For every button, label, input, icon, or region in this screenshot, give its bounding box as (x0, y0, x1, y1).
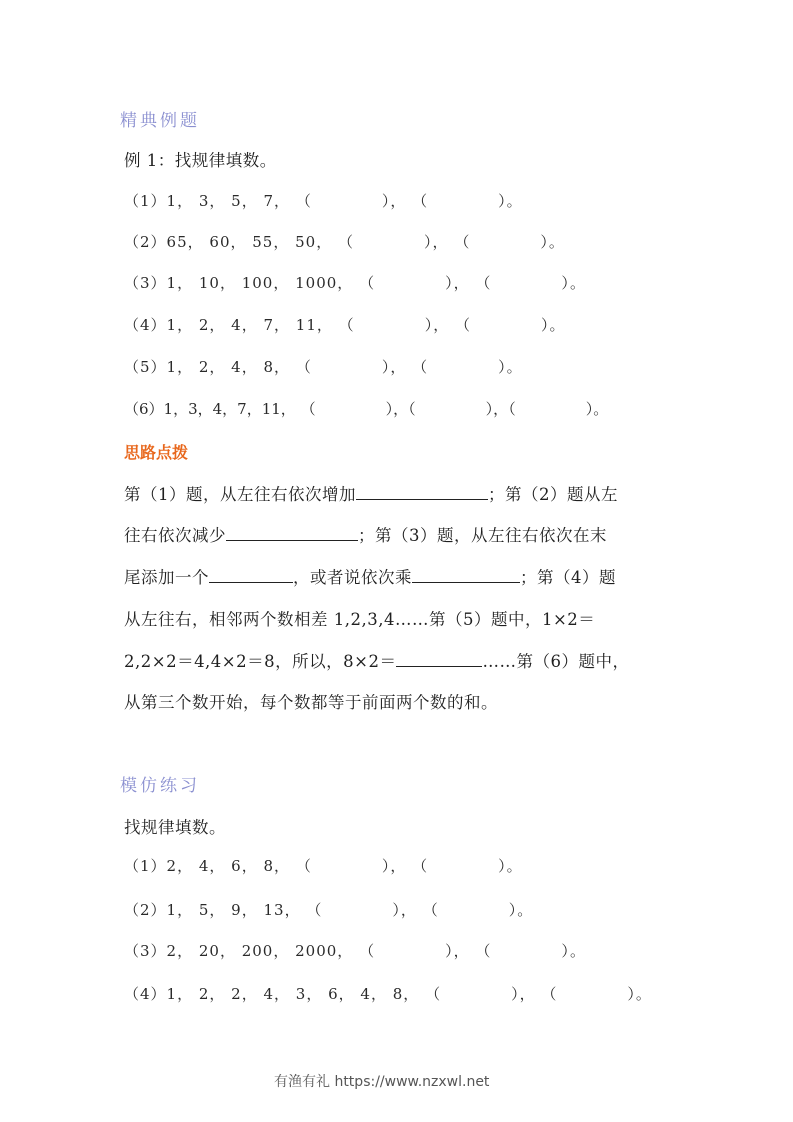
item-tail: 。 (549, 316, 566, 334)
practice-item-4 (124, 983, 652, 1004)
paren-open: （ (306, 901, 323, 919)
hint-line-2 (124, 522, 607, 546)
example-intro: 例 1：找规律填数。 (124, 151, 277, 170)
item-sequence: 1， 2， 4， 8， (166, 358, 291, 376)
paren-close: ） (498, 358, 507, 376)
example-item-3 (124, 272, 586, 293)
paren-close: ） (561, 942, 570, 960)
practice-intro: 找规律填数。 (124, 818, 226, 837)
hint-blank[interactable] (412, 568, 520, 583)
paren-close: ） (381, 358, 391, 376)
paren-close: ） (498, 857, 507, 875)
item-label: （2） (124, 901, 167, 919)
item-tail: 。 (506, 857, 523, 875)
item-label: （6） (124, 400, 164, 418)
paren-close: ） (385, 400, 394, 418)
example-item-6 (124, 398, 608, 419)
item-tail: 。 (548, 233, 565, 251)
paren-close: ） (508, 901, 518, 919)
paren-close: ） (561, 274, 570, 292)
section-title-practice: 模仿练习 (120, 776, 200, 796)
paren-open: （ (408, 400, 416, 418)
separator: ， (432, 233, 449, 251)
item-label: （3） (124, 274, 167, 292)
example-item-5 (124, 356, 523, 377)
hint-text: 第（1）题，从左往右依次增加 (124, 485, 356, 504)
paren-open: （ (295, 192, 312, 210)
separator: ， (493, 400, 509, 418)
paren-open: （ (412, 358, 429, 376)
paren-open: （ (359, 942, 376, 960)
paren-open: （ (475, 274, 492, 292)
hint-blank[interactable] (209, 568, 293, 583)
paren-close: ） (485, 400, 494, 418)
paren-open: （ (412, 857, 429, 875)
paren-close: ） (585, 400, 594, 418)
paren-close: ） (392, 901, 401, 919)
item-tail: 。 (635, 985, 652, 1003)
item-label: （4） (124, 985, 167, 1003)
hint-text: ，或者说依次乘 (293, 568, 412, 587)
paren-close: ） (445, 274, 454, 292)
item-sequence: 2， 20， 200， 2000， (166, 942, 354, 960)
paren-close: ） (540, 233, 549, 251)
hint-text: 2,2×2＝4,4×2＝8，所以，8×2＝ (124, 652, 397, 671)
hint-text: ；第（3）题，从左往右依次在末 (358, 526, 607, 545)
hint-blank[interactable] (396, 652, 482, 667)
example-item-4 (124, 314, 566, 335)
item-label: （5） (124, 358, 167, 376)
paren-open: （ (508, 400, 516, 418)
paren-open: （ (412, 192, 429, 210)
paren-close: ） (627, 985, 636, 1003)
paren-close: ） (541, 316, 550, 334)
hint-line-4: 从左往右，相邻两个数相差 1,2,3,4……第（5）题中，1×2＝ (124, 610, 596, 629)
footer-watermark: 有渔有礼 https://www.nzxwl.net (274, 1074, 490, 1090)
paren-close: ） (511, 985, 520, 1003)
paren-open: （ (475, 942, 492, 960)
item-sequence: 65， 60， 55， 50， (166, 233, 333, 251)
paren-open: （ (359, 274, 376, 292)
example-item-2 (124, 231, 565, 252)
paren-open: （ (422, 901, 439, 919)
item-sequence: 1， 2， 4， 7， 11， (166, 316, 333, 334)
section-title-hints: 思路点拨 (124, 443, 189, 462)
item-label: （1） (124, 857, 167, 875)
item-label: （2） (124, 233, 167, 251)
separator: ， (453, 942, 470, 960)
item-label: （4） (124, 316, 167, 334)
practice-item-3 (124, 940, 586, 961)
paren-close: ） (381, 857, 391, 875)
hint-line-5 (124, 648, 629, 672)
hint-blank[interactable] (356, 485, 488, 500)
paren-close: ） (424, 233, 433, 251)
hint-text: ……第（6）题中， (482, 652, 630, 671)
paren-close: ） (498, 192, 507, 210)
paren-open: （ (295, 857, 312, 875)
separator: ， (519, 985, 536, 1003)
paren-close: ） (445, 942, 454, 960)
paren-open: （ (455, 316, 472, 334)
example-item-1 (124, 190, 523, 211)
paren-open: （ (425, 985, 442, 1003)
paren-open: （ (300, 400, 316, 418)
item-sequence: 1， 10， 100， 1000， (166, 274, 354, 292)
separator: ， (390, 192, 407, 210)
item-sequence: 2， 4， 6， 8， (166, 857, 291, 875)
separator: ， (453, 274, 470, 292)
item-tail: 。 (506, 192, 523, 210)
hint-blank[interactable] (226, 526, 358, 541)
separator: ， (390, 358, 407, 376)
item-tail: 。 (593, 400, 609, 418)
section-title-examples: 精典例题 (120, 111, 200, 131)
item-label: （1） (124, 192, 167, 210)
practice-item-2 (124, 899, 533, 920)
item-tail: 。 (569, 274, 586, 292)
hint-line-3 (124, 564, 616, 588)
item-sequence: 1， 3， 5， 7， (166, 192, 291, 210)
paren-open: （ (337, 233, 354, 251)
item-sequence: 1， 2， 2， 4， 3， 6， 4， 8， (166, 985, 420, 1003)
separator: ， (393, 400, 409, 418)
paren-open: （ (541, 985, 558, 1003)
paren-open: （ (338, 316, 355, 334)
paren-open: （ (295, 358, 312, 376)
hint-line-1 (124, 481, 618, 505)
hint-text: ；第（4）题 (520, 568, 616, 587)
hint-text: 往右依次减少 (124, 526, 226, 545)
hint-text: 尾添加一个 (124, 568, 209, 587)
item-label: （3） (124, 942, 167, 960)
separator: ， (400, 901, 417, 919)
item-sequence: 1，3，4，7，11， (163, 400, 296, 418)
item-tail: 。 (569, 942, 586, 960)
separator: ， (390, 857, 407, 875)
paren-close: ） (381, 192, 391, 210)
item-tail: 。 (517, 901, 534, 919)
separator: ， (433, 316, 450, 334)
item-sequence: 1， 5， 9， 13， (166, 901, 301, 919)
hint-text: ；第（2）题从左 (488, 485, 618, 504)
paren-close: ） (424, 316, 434, 334)
paren-open: （ (454, 233, 471, 251)
hint-line-6: 从第三个数开始，每个数都等于前面两个数的和。 (124, 693, 498, 712)
item-tail: 。 (506, 358, 523, 376)
practice-item-1 (124, 855, 523, 876)
